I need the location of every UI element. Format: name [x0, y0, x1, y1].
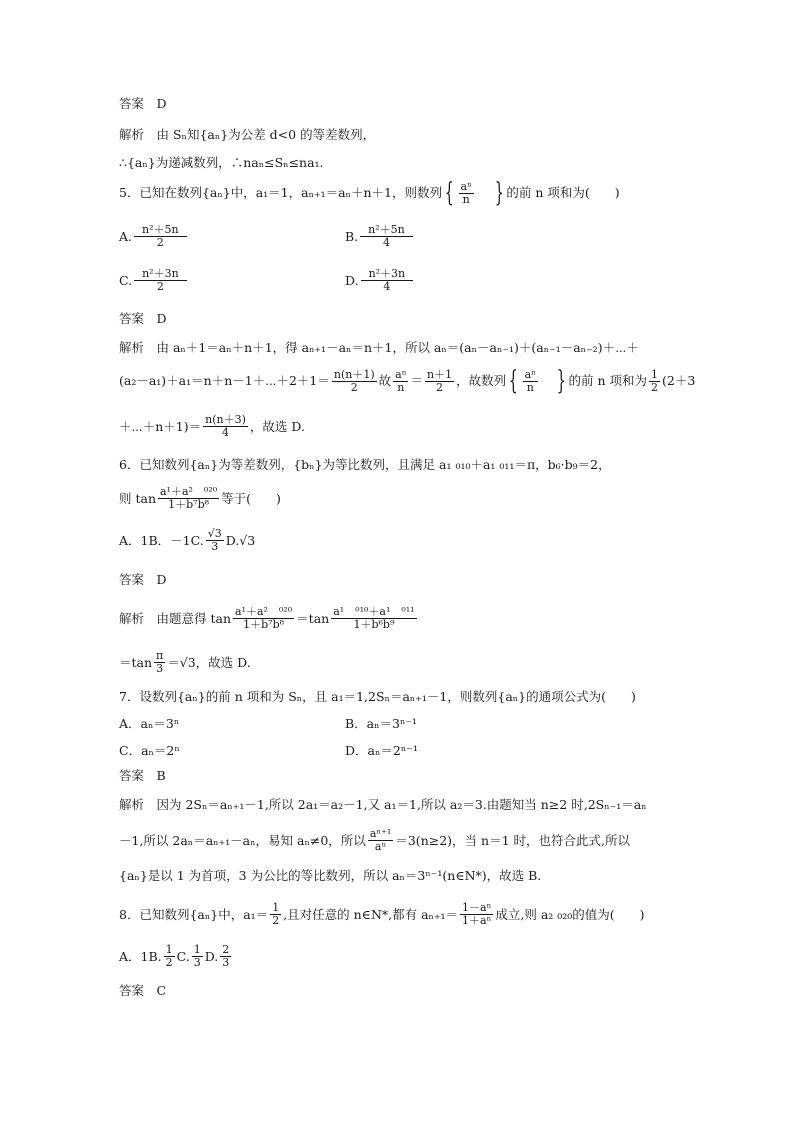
question-5: 5．已知在数列{aₙ}中，a₁＝1，aₙ₊₁＝aₙ＋n＋1，则数列 { $\frac{\text{aⁿ}}{n}$ } 的前 n 项和为( ) — [119, 178, 620, 208]
solution-4-line1: 解析 由 Sₙ知{aₙ}为公差 d<0 的等差数列， — [119, 127, 376, 142]
option-5c: C. $\frac{\text{n²＋3n}}{2}$ — [119, 268, 189, 293]
answer-5: 答案 D — [119, 311, 167, 326]
question-6-line1: 6．已知数列{aₙ}为等差数列，{bₙ}为等比数列，且满足 a₁ ₀₁₀＋a₁ ₀₁₁＝π，b₆·b₉＝2， — [119, 457, 611, 472]
option-5b: B. $\frac{\text{n²＋5n}}{4}$ — [345, 224, 415, 249]
question-7: 7．设数列{aₙ}的前 n 项和为 Sₙ，且 a₁＝1,2Sₙ＝aₙ₊₁－1，则数列{aₙ}的通项公式为( ) — [119, 689, 636, 704]
options-8: A．1B. $\frac{1}{2}$ C. $\frac{1}{3}$ D. $\frac{2}{3}$ — [119, 943, 230, 969]
left-brace: { — [444, 178, 454, 208]
options-6: A．1B．－1C. $\frac{√3}{3}$ D.√3 — [119, 527, 256, 553]
answer-4: 答案 D — [119, 96, 167, 111]
option-5d: D. $\frac{\text{n²＋3n}}{4}$ — [345, 268, 415, 293]
solution-7-line2: －1,所以 2aₙ＝aₙ₊₁－aₙ，易知 aₙ≠0，所以 $\frac{\text{aⁿ⁺¹}}{\text{aⁿ}}$ ＝3(n≥2)，当 n＝1 时，也符合此式,所以 — [119, 827, 630, 853]
option-7b: B．aₙ＝3ⁿ⁻¹ — [345, 716, 418, 731]
option-7d: D．aₙ＝2ⁿ⁻¹ — [345, 743, 418, 758]
answer-7: 答案 B — [119, 768, 166, 783]
solution-5-line1: 解析 由 aₙ＋1＝aₙ＋n＋1，得 aₙ₊₁－aₙ＝n＋1，所以 aₙ＝(aₙ－aₙ₋₁)＋(aₙ₋₁－aₙ₋₂)＋⋯＋ — [119, 340, 639, 355]
right-brace: } — [494, 178, 504, 208]
option-7c: C．aₙ＝2ⁿ — [119, 743, 180, 758]
option-7a: A．aₙ＝3ⁿ — [119, 716, 180, 731]
question-8: 8．已知数列{aₙ}中，a₁＝ $\frac{1}{2}$ ,且对任意的 n∈N*,都有 aₙ₊₁＝ $\frac{\text{1－aⁿ}}{\text{1＋aⁿ}}$ 成立,则 a₂ ₀₂₀的值为( ) — [119, 901, 645, 927]
answer-6: 答案 D — [119, 572, 167, 587]
question-6-line2: 则 tan $\frac{\text{a¹＋a² ⁰²⁰}}{\text{1＋b⁷b⁸}}$ 等于( ) — [119, 485, 281, 511]
answer-8: 答案 C — [119, 983, 167, 998]
solution-7-line3: {aₙ}是以 1 为首项，3 为公比的等比数列，所以 aₙ＝3ⁿ⁻¹(n∈N*)，故选 B. — [119, 868, 542, 883]
solution-5-line2: (a₂－a₁)＋a₁＝n＋n－1＋⋯＋2＋1＝ $\frac{n(n+1)}{2}$ 故 $\frac{\text{aⁿ}}{n}$ ＝ $\frac{n+1}{2}$ ，故数列 { $\frac{\text{aⁿ}}{n}$ } 的前 n 项和为 $\frac{1}{2}$ (2＋3 — [119, 366, 696, 396]
solution-7-line1: 解析 因为 2Sₙ＝aₙ₊₁－1,所以 2a₁＝a₂－1,又 a₁＝1,所以 a₂＝3.由题知当 n≥2 时,2Sₙ₋₁＝aₙ — [119, 797, 647, 812]
solution-4-line2: ∴{aₙ}为递减数列，∴naₙ≤Sₙ≤na₁. — [119, 155, 324, 170]
fraction: $\frac{\text{aⁿ}}{n}$ — [460, 179, 472, 206]
solution-6-line1: 解析 由题意得 tan $\frac{\text{a¹＋a² ⁰²⁰}}{\text{1＋b⁷b⁸}}$ ＝tan $\frac{\text{a¹ ⁰¹⁰＋a¹ ⁰¹¹}}{\text{1＋b⁶b⁹}}$ — [119, 605, 415, 631]
solution-5-line3: ＋⋯＋n＋1)＝ $\frac{n(n+3)}{4}$ ，故选 D. — [119, 413, 305, 439]
solution-6-line2: ＝tan $\frac{\pi}{3}$ ＝√3，故选 D. — [119, 649, 251, 675]
option-5a: A. $\frac{\text{n²＋5n}}{2}$ — [119, 224, 189, 249]
